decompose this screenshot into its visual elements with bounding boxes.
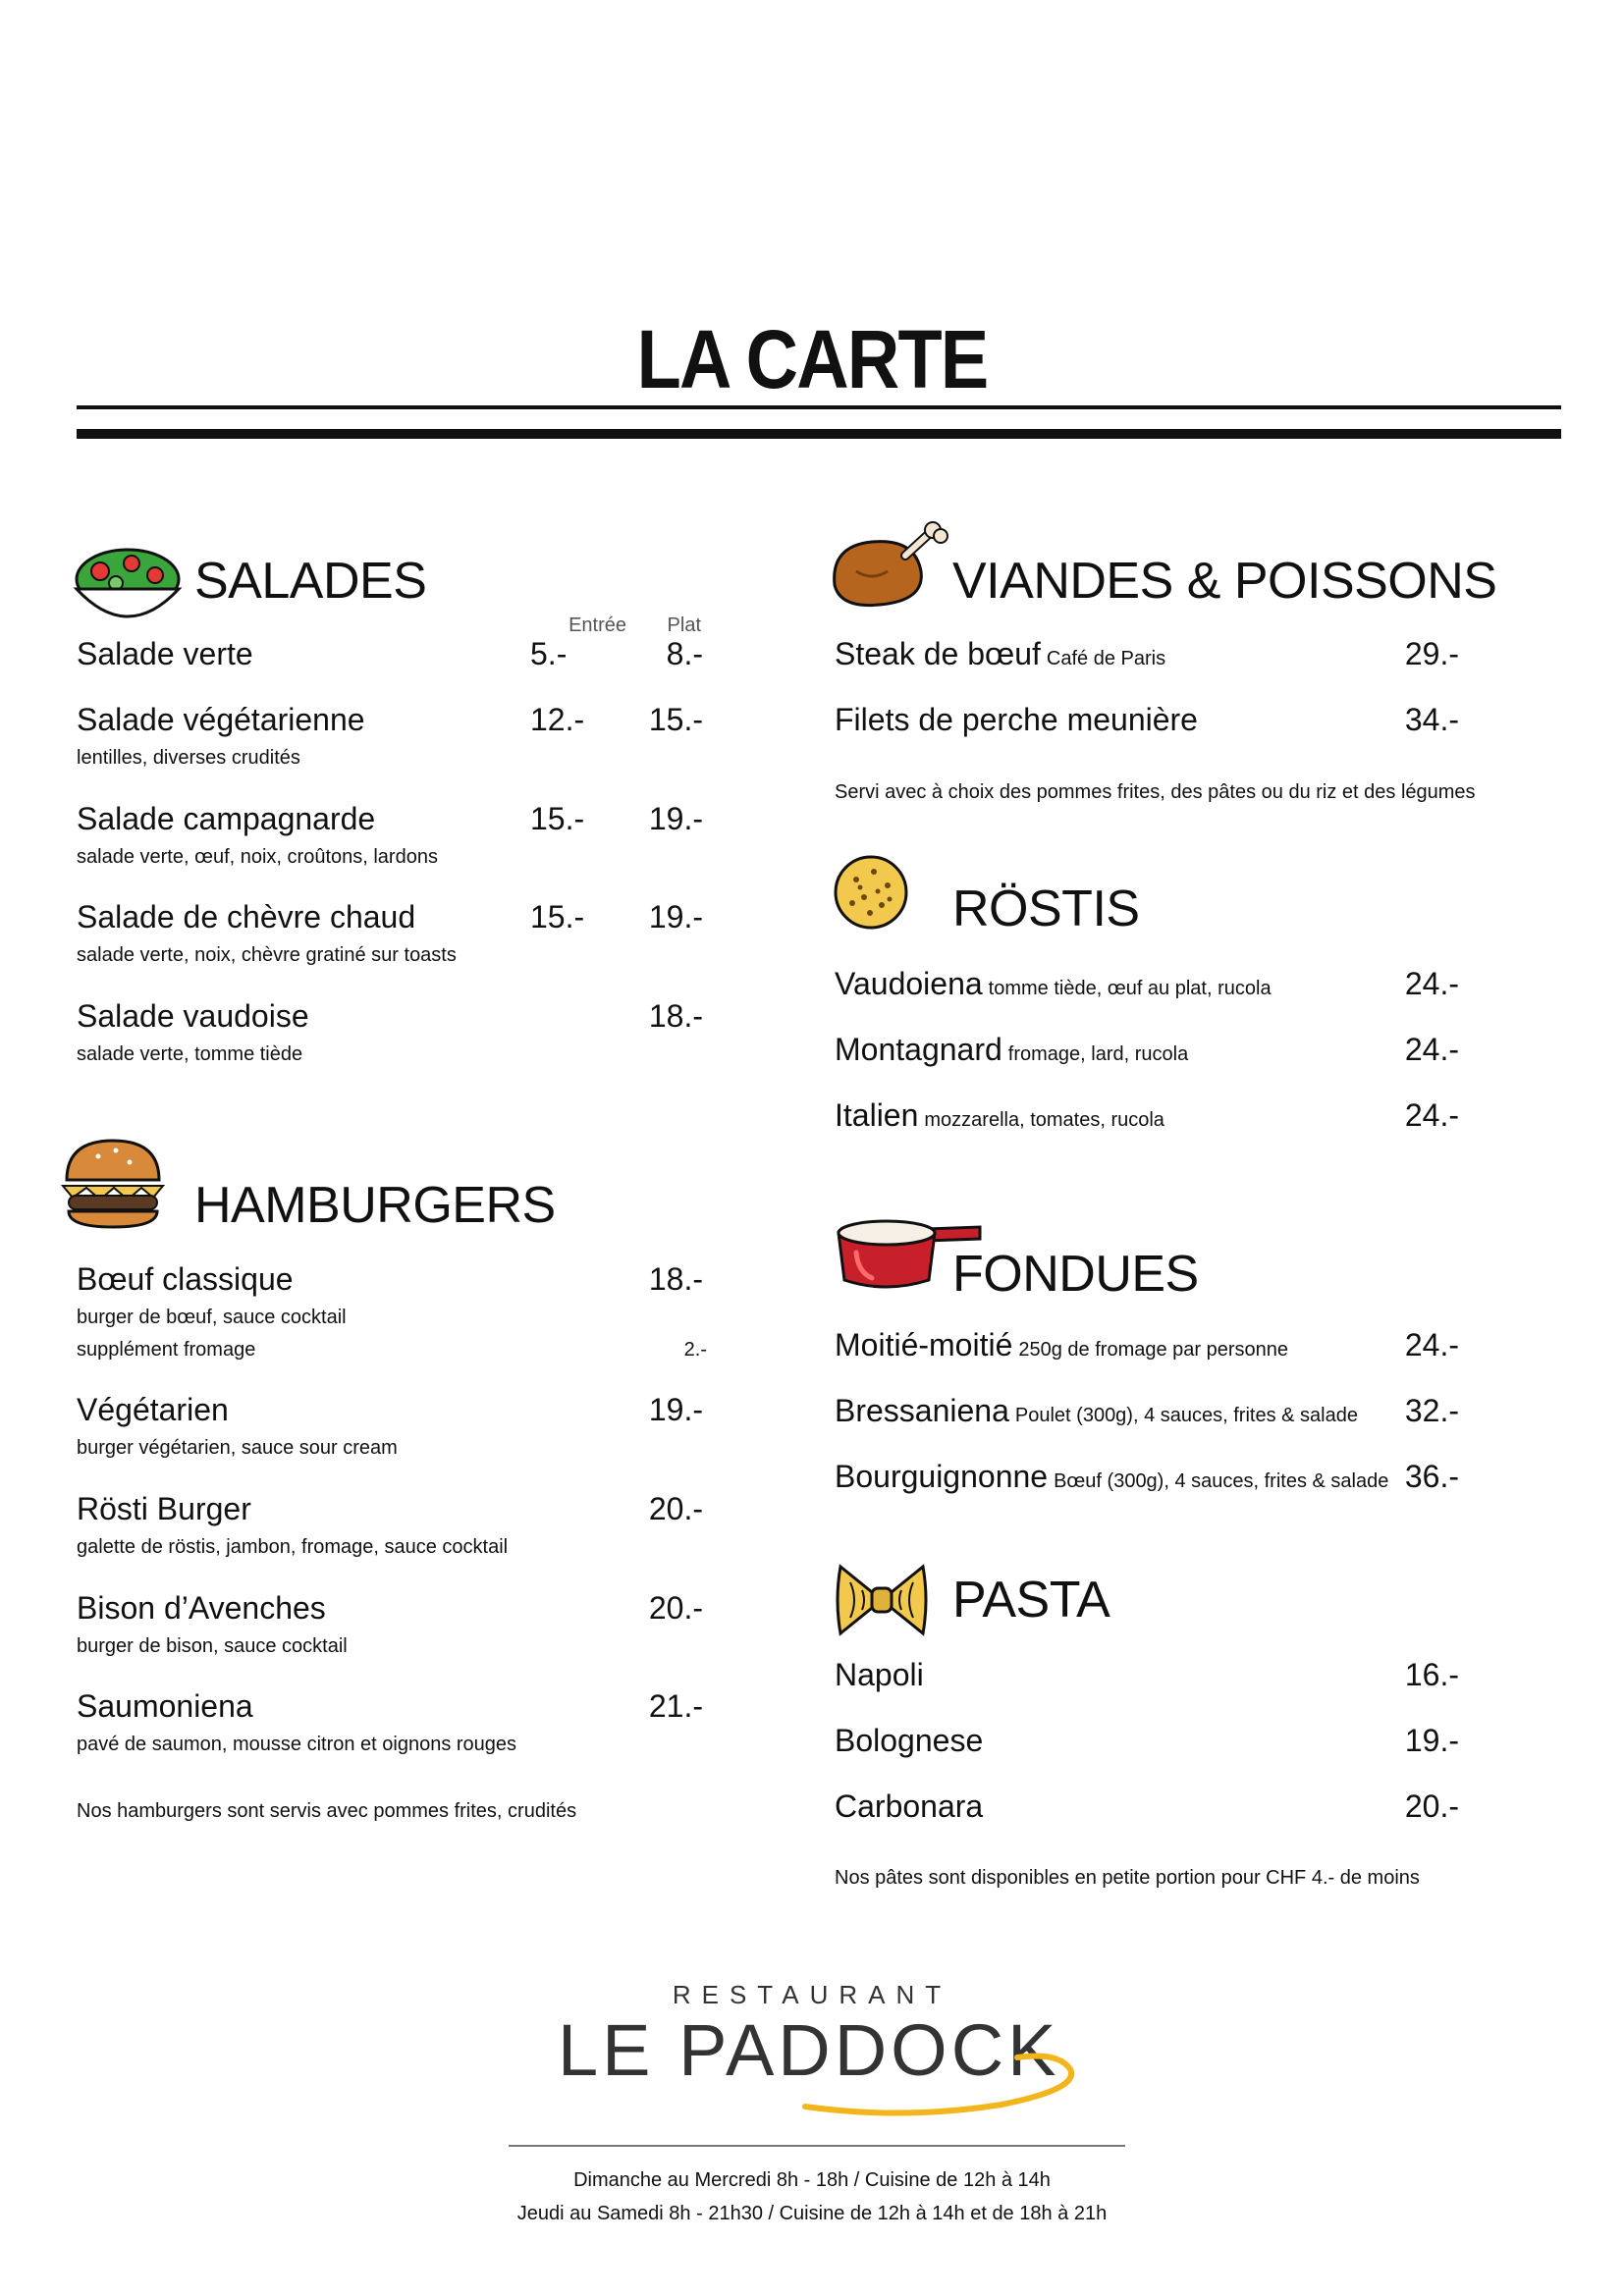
menu-item-name: Rösti Burger xyxy=(77,1491,251,1526)
menu-item-price: 24.- xyxy=(1404,966,1459,1001)
menu-item-name: Saumoniena xyxy=(77,1688,253,1724)
pasta-footnote: Nos pâtes sont disponibles en petite portion pour CHF 4.- de moins xyxy=(835,1867,1420,1889)
menu-item-note: tomme tiède, œuf au plat, rucola xyxy=(988,978,1272,999)
menu-item-price: 18.- xyxy=(648,1261,703,1297)
menu-item-name: Salade verte xyxy=(77,636,253,671)
menu-item-price: 24.- xyxy=(1404,1097,1459,1133)
menu-item-desc: burger de bison, sauce cocktail xyxy=(77,1635,348,1657)
menu-item-desc: pavé de saumon, mousse citron et oignons rouges xyxy=(77,1734,517,1755)
hamburgers-footnote: Nos hamburgers sont servis avec pommes frites, crudités xyxy=(77,1800,577,1822)
menu-item-row xyxy=(835,966,1272,1002)
menu-item-row xyxy=(835,1032,1188,1068)
menu-item-price: 34.- xyxy=(1404,702,1459,737)
price-plat: 18.- xyxy=(648,998,703,1034)
menu-item-name: Salade de chèvre chaud xyxy=(77,899,416,934)
menu-item-note: fromage, lard, rucola xyxy=(1007,1043,1189,1065)
section-heading-hamburgers: HAMBURGERS xyxy=(194,1177,556,1234)
price-plat: 8.- xyxy=(666,636,703,671)
menu-item-name: Bolognese xyxy=(835,1723,984,1758)
footer-divider xyxy=(509,2145,1125,2147)
title-rule-thin xyxy=(77,405,1561,409)
menu-item-desc: lentilles, diverses crudités xyxy=(77,747,300,769)
menu-item-name: Bison d’Avenches xyxy=(77,1590,326,1626)
menu-item-row xyxy=(835,1393,1358,1429)
menu-item-name: Végétarien xyxy=(77,1392,229,1427)
roast-chicken-icon xyxy=(827,516,954,614)
menu-item-name: Salade végétarienne xyxy=(77,702,365,737)
menu-item-row xyxy=(835,1327,1288,1363)
section-heading-rostis: RÖSTIS xyxy=(952,881,1140,937)
supplement-price: 2.- xyxy=(683,1339,707,1361)
section-heading-salades: SALADES xyxy=(194,553,427,610)
menu-item-price: 20.- xyxy=(648,1491,703,1526)
menu-item-note: 250g de fromage par personne xyxy=(1018,1339,1289,1361)
brand-swoosh-icon xyxy=(785,2044,1080,2122)
salad-icon xyxy=(71,538,185,632)
menu-item-name: Italien xyxy=(835,1097,919,1133)
menu-item-price: 16.- xyxy=(1404,1657,1459,1692)
menu-item-name: Moitié-moitié xyxy=(835,1327,1013,1362)
menu-item-price: 21.- xyxy=(648,1688,703,1724)
menu-item-desc: salade verte, noix, chèvre gratiné sur toasts xyxy=(77,944,457,966)
price-entree: 15.- xyxy=(530,801,585,836)
menu-item-price: 24.- xyxy=(1404,1327,1459,1362)
menu-item-name: Filets de perche meunière xyxy=(835,702,1198,737)
menu-item-price: 29.- xyxy=(1404,636,1459,671)
section-heading-fondues: FONDUES xyxy=(952,1246,1199,1303)
rosti-icon xyxy=(831,852,911,933)
menu-item-name: Bœuf classique xyxy=(77,1261,294,1297)
hamburger-icon xyxy=(59,1137,167,1231)
menu-item-price: 32.- xyxy=(1404,1393,1459,1428)
menu-item-desc: salade verte, tomme tiède xyxy=(77,1043,303,1065)
title-rule-thick xyxy=(77,429,1561,439)
menu-item-name: Steak de bœuf xyxy=(835,636,1041,671)
menu-item-name: Bressaniena xyxy=(835,1393,1009,1428)
menu-item-price: 19.- xyxy=(648,1392,703,1427)
menu-item-price: 19.- xyxy=(1404,1723,1459,1758)
menu-item-note: Poulet (300g), 4 sauces, frites & salade xyxy=(1014,1405,1358,1426)
hours-line: Dimanche au Mercredi 8h - 18h / Cuisine de 12h à 14h xyxy=(573,2169,1051,2191)
menu-item-name: Montagnard xyxy=(835,1032,1002,1067)
brand-subtitle: RESTAURANT xyxy=(672,1980,952,2009)
menu-item-name: Bourguignonne xyxy=(835,1459,1049,1494)
pasta-bow-icon xyxy=(833,1561,931,1639)
section-heading-viandes: VIANDES & POISSONS xyxy=(952,553,1497,610)
page-title: LA CARTE xyxy=(636,313,988,405)
price-plat: 19.- xyxy=(648,801,703,836)
menu-item-name: Salade campagnarde xyxy=(77,801,376,836)
menu-item-row xyxy=(835,1097,1164,1134)
menu-item-note: Café de Paris xyxy=(1046,648,1166,669)
column-header-plat: Plat xyxy=(667,614,701,636)
price-entree: 12.- xyxy=(530,702,585,737)
section-heading-pasta: PASTA xyxy=(952,1572,1110,1629)
price-plat: 19.- xyxy=(648,899,703,934)
brand-logo-text: LE PADDOCK xyxy=(558,2009,1060,2091)
price-entree: 15.- xyxy=(530,899,585,934)
column-header-entree: Entrée xyxy=(568,614,626,636)
menu-item-price: 24.- xyxy=(1404,1032,1459,1067)
menu-item-name: Salade vaudoise xyxy=(77,998,309,1034)
menu-item-price: 20.- xyxy=(648,1590,703,1626)
menu-item-price: 36.- xyxy=(1404,1459,1459,1494)
viandes-footnote: Servi avec à choix des pommes frites, des pâtes ou du riz et des légumes xyxy=(835,781,1476,803)
price-plat: 15.- xyxy=(648,702,703,737)
menu-item-desc: burger de bœuf, sauce cocktail xyxy=(77,1307,347,1328)
menu-item-name: Vaudoiena xyxy=(835,966,983,1001)
menu-item-note: mozzarella, tomates, rucola xyxy=(924,1109,1164,1131)
menu-item-name: Carbonara xyxy=(835,1789,984,1824)
menu-item-name: Napoli xyxy=(835,1657,924,1692)
menu-item-price: 20.- xyxy=(1404,1789,1459,1824)
hours-line: Jeudi au Samedi 8h - 21h30 / Cuisine de 12h à 14h et de 18h à 21h xyxy=(516,2203,1108,2224)
menu-item-desc: salade verte, œuf, noix, croûtons, lardons xyxy=(77,846,438,868)
supplement-label: supplément fromage xyxy=(77,1339,256,1361)
menu-item-row xyxy=(835,1459,1388,1495)
menu-item-desc: galette de röstis, jambon, fromage, sauce cocktail xyxy=(77,1536,509,1558)
price-entree: 5.- xyxy=(530,636,568,671)
menu-item-desc: burger végétarien, sauce sour cream xyxy=(77,1437,398,1459)
menu-item-row xyxy=(835,636,1165,672)
menu-item-note: Bœuf (300g), 4 sauces, frites & salade xyxy=(1054,1470,1389,1492)
